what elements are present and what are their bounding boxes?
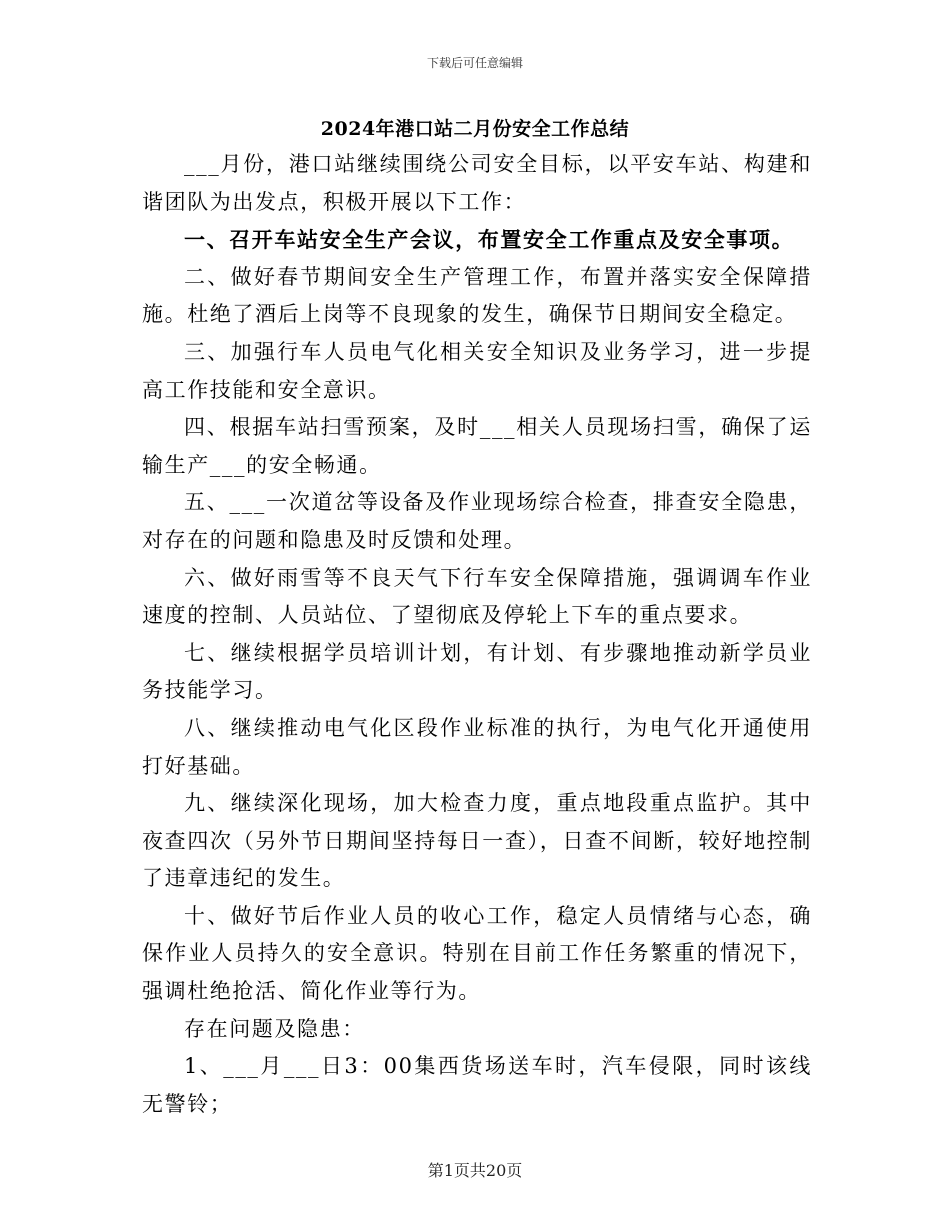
- page-number: 第1页共20页: [427, 1161, 523, 1180]
- paragraph: 存在问题及隐患：: [184, 1016, 365, 1041]
- page-header: 下载后可任意编辑: [426, 56, 523, 70]
- paragraph: 二、做好春节期间安全生产管理工作，布置并落实安全保障措施。杜绝了酒后上岗等不良现象的发生，确保节日期间安全稳定。: [142, 264, 812, 327]
- document-body: [142, 146, 812, 1123]
- paragraph: 六、做好雨雪等不良天气下行车安全保障措施，强调调车作业速度的控制、人员站位、了望彻底及停轮上下车的重点要求。: [142, 565, 812, 628]
- paragraph: 三、加强行车人员电气化相关安全知识及业务学习，进一步提高工作技能和安全意识。: [142, 339, 812, 402]
- document-title: 2024年港口站二月份安全工作总结: [320, 118, 630, 140]
- paragraph: 八、继续推动电气化区段作业标准的执行，为电气化开通使用打好基础。: [142, 715, 812, 778]
- paragraph: ___月份，港口站继续围绕公司安全目标，以平安车站、构建和谐团队为出发点，积极开展以下工作：: [142, 152, 812, 214]
- paragraph: 1、___月___日3：00集西货场送车时，汽车侵限，同时该线无警铃；: [142, 1054, 812, 1116]
- paragraph: 四、根据车站扫雪预案，及时___相关人员现场扫雪，确保了运输生产___的安全畅通。: [142, 415, 812, 477]
- paragraph: 七、继续根据学员培训计划，有计划、有步骤地推动新学员业务技能学习。: [142, 640, 812, 703]
- paragraph: 九、继续深化现场，加大检查力度，重点地段重点监护。其中夜查四次（另外节日期间坚持每日一查），日查不间断，较好地控制了违章违纪的发生。: [142, 791, 812, 891]
- paragraph: 五、___一次道岔等设备及作业现场综合检查，排查安全隐患，对存在的问题和隐患及时反馈和处理。: [142, 490, 812, 552]
- paragraph: 一、召开车站安全生产会议，布置安全工作重点及安全事项。: [184, 227, 795, 253]
- paragraph: 十、做好节后作业人员的收心工作，稳定人员情绪与心态，确保作业人员持久的安全意识。特别在目前工作任务繁重的情况下，强调杜绝抢活、简化作业等行为。: [142, 903, 812, 1004]
